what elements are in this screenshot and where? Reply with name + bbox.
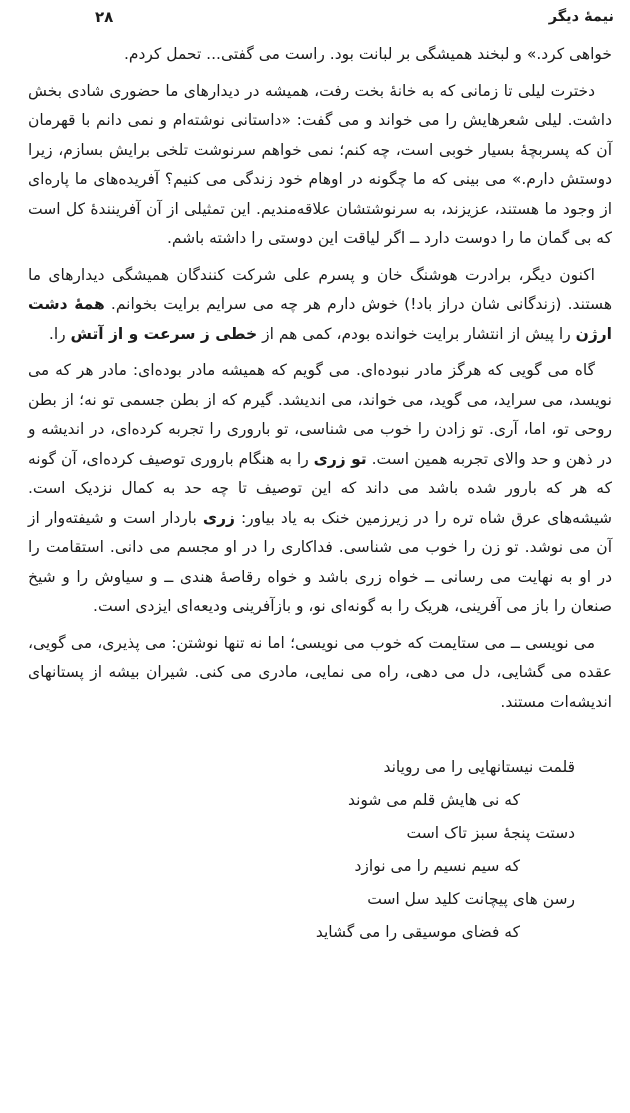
poem-line: که فضای موسیقی را می گشاید	[315, 923, 520, 941]
paragraph: گاه می گویی که هرگز مادر نبوده‌ای. می گویم که همیشه مادر بوده‌ای: مادر هر که می نویسد، می سراید، می گوید، می خواند، می اندیشد. گیرم که از بطن جسمی تو نه؛ از بطن روحی تو، اما، آری. تو زادن را خوب می شناسی، تو باروری را تجربه کرده‌ای، در اندیشه و در ذهن و حد والای تجربه همین است. تو زری را به هنگام باروری توصیف کرده‌ای، آن گونه که هر که بارور شده باشد می داند که این توصیف تا چه حد به کمال نزدیک است. شیشه‌های عرق شاه تره را در زیرزمین خنک به یاد بیاور: زری باردار است و شیفته‌وار از آن می نوشد. تو زن را خوب می شناسی. فداکاری را در او مجسم می دانی. استقامت را در او به نهایت می رسانی ــ خواه زری باشد و خواه رقاصهٔ هندی ــ و سیاوش را و شیخ صنعان را باز می آفرینی، هریک را به گونه‌ای نو، و بازآفرینی ودیعه‌ای ایزدی است.	[28, 361, 612, 615]
body-text	[0, 27, 630, 949]
paragraph: می نویسی ــ می ستایمت که خوب می نویسی؛ اما نه تنها نوشتن: می پذیری، می گویی، عقده می گشایی، دل می دهی، راه می نمایی، مادری می کنی. شیران بیشه از پستانهای اندیشه‌ات مستند.	[28, 633, 612, 711]
page-number: ۲۸	[95, 8, 114, 26]
paragraph: اکنون دیگر، برادرت هوشنگ خان و پسرم علی شرکت کنندگان همیشگی دیدارهای ما هستند. (زندگانی شان دراز باد!) خوش دارم هر چه می سرایم برایت بخوانم. همهٔ دشت ارژن را پیش از انتشار برایت خوانده بودم، کمی هم از خطی ز سرعت و از آتش را.	[28, 265, 612, 343]
poem-line: که نی هایش قلم می شوند	[347, 791, 520, 809]
poem-line: قلمت نیستانهایی را می رویاند	[383, 758, 575, 776]
paragraph: خواهی کرد.» و لبخند همیشگی بر لبانت بود. راست می گفتی... تحمل کردم.	[123, 45, 612, 63]
poem-line: رسن های پیچانت کلید سل است	[367, 890, 575, 908]
poem-line: که سیم نسیم را می نوازد	[354, 857, 520, 875]
paragraph: دخترت لیلی تا زمانی که به خانهٔ بخت رفت، همیشه در دیدارهای ما حضوری شادی بخش داشت. لیلی شعرهایش را می خواند و می گفت: «داستانی نوشته‌ام و نمی دانم با قهرمان آن که پسربچهٔ بسیار خوبی است، چه کنم؛ نمی خواهم سرنوشت تلخی برایش بسازم، زیرا دوستش دارم.» می بینی که ما چگونه در اوهام خود زندگی می کنیم؟ آفریده‌های ما پاره‌ای از وجود ما هستند، عزیزند، به سرنوشتشان علاقه‌مندیم. این تمثیلی از آن آفرینندهٔ کل است که بی گمان ما را دوست دارد ــ اگر لیاقت این دوستی را داشته باشم.	[28, 81, 612, 247]
poem-line: دستت پنجهٔ سبز تاک است	[406, 824, 575, 842]
poem	[28, 751, 612, 949]
running-title: نیمهٔ دیگر	[548, 9, 614, 25]
page-header	[0, 0, 630, 27]
